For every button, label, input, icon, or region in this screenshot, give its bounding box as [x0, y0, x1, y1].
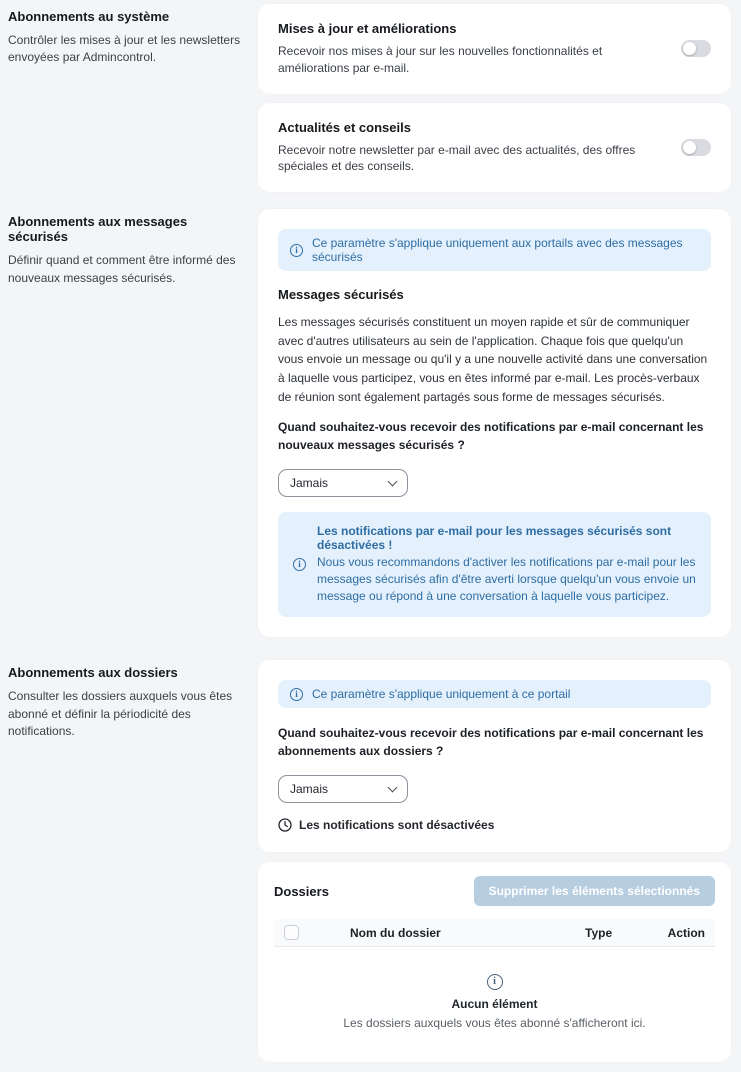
notifications-disabled-alert	[278, 512, 711, 617]
banner-text: Ce paramètre s'applique uniquement à ce portail	[312, 687, 571, 702]
alert-title: Les notifications par e-mail pour les messages sécurisés sont désactivées !	[317, 524, 672, 553]
section-title: Abonnements au système	[8, 9, 170, 24]
section-description: Contrôler les mises à jour et les newsletters envoyées par Admincontrol.	[8, 33, 241, 65]
column-header-name: Nom du dossier	[350, 925, 441, 940]
folders-empty-state	[274, 947, 715, 1040]
section-folders-table	[8, 862, 731, 1062]
section-secure-messages	[8, 209, 731, 637]
updates-card-texts	[278, 21, 681, 77]
section-secure-intro	[8, 209, 258, 637]
updates-card	[258, 4, 731, 94]
info-icon	[487, 974, 503, 990]
secure-messages-subheading: Messages sécurisés	[278, 287, 404, 303]
section-title: Abonnements aux dossiers	[8, 665, 178, 681]
secure-messages-card	[258, 209, 731, 637]
select-value: Jamais	[290, 476, 329, 491]
section-system-content	[258, 4, 731, 201]
alert-texts	[317, 524, 696, 605]
newsletter-card	[258, 103, 731, 193]
folders-banner	[278, 680, 711, 708]
folder-subscriptions-card	[258, 660, 731, 852]
banner-text: Ce paramètre s'applique uniquement aux portails avec des messages sécurisés	[312, 236, 683, 265]
notifications-disabled-note	[278, 818, 711, 832]
toggle-knob	[683, 141, 696, 154]
section-system-subscriptions	[8, 4, 731, 201]
section-description: Définir quand et comment être informé des nouveaux messages sécurisés.	[8, 253, 236, 285]
section-system-intro	[8, 4, 258, 201]
alert-body: Nous vous recommandons d'activer les notifications par e-mail pour les messages sécurisés afin d'être averti lorsque quelqu'un vous envoie un message ou répond à une conversation à laquelle vous participez.	[317, 555, 696, 604]
select-value: Jamais	[290, 782, 329, 797]
secure-messages-frequency-select[interactable]	[278, 469, 408, 497]
clock-icon	[278, 818, 292, 832]
card-description: Recevoir notre newsletter par e-mail avec des actualités, des offres spéciales et des conseils.	[278, 142, 636, 174]
empty-state-title: Aucun élément	[451, 997, 538, 1012]
section-folders-content	[258, 660, 731, 852]
empty-state-description: Les dossiers auxquels vous êtes abonné s'afficheront ici.	[343, 1016, 646, 1031]
secure-messages-body: Les messages sécurisés constituent un moyen rapide et sûr de communiquer avec d'autres utilisateurs au sein de l'application. Chaque fois que quelqu'un vous envoie un message ou qu'il y a une nouvelle activité dans une conversation à laquelle vous participez, vous en êtes informé par e-mail. Les procès-verbaux de réunion sont également partagés sous forme de messages sécurisés.	[278, 315, 708, 404]
section-folder-subscriptions	[8, 660, 731, 852]
column-header-type: Type	[585, 925, 613, 940]
section-title: Abonnements aux messages sécurisés	[8, 214, 188, 245]
column-header-action: Action	[667, 925, 705, 940]
newsletter-toggle[interactable]	[681, 139, 711, 156]
section-table-content	[258, 862, 731, 1062]
chevron-down-icon	[388, 782, 398, 792]
secure-messages-banner	[278, 229, 711, 271]
toggle-knob	[683, 42, 696, 55]
secure-messages-question: Quand souhaitez-vous recevoir des notifications par e-mail concernant les nouveaux messages sécurisés ?	[278, 420, 704, 453]
folders-table-header	[274, 919, 715, 947]
card-title: Actualités et conseils	[278, 119, 411, 135]
status-note-text: Les notifications sont désactivées	[299, 818, 495, 833]
folders-table-topbar	[274, 876, 715, 906]
card-title: Mises à jour et améliorations	[278, 21, 457, 36]
newsletter-card-texts	[278, 120, 681, 176]
updates-toggle[interactable]	[681, 40, 711, 57]
info-icon	[290, 244, 303, 257]
section-empty-left	[8, 862, 258, 1062]
section-description: Consulter les dossiers auxquels vous êtes abonné et définir la périodicité des notifications.	[8, 689, 233, 739]
folders-table-title: Dossiers	[274, 883, 329, 899]
card-description: Recevoir nos mises à jour sur les nouvelles fonctionnalités et améliorations par e-mail.	[278, 44, 603, 75]
delete-selected-button[interactable]: Supprimer les éléments sélectionnés	[474, 876, 715, 906]
info-icon	[290, 688, 303, 701]
folders-table-card	[258, 862, 731, 1062]
info-icon	[293, 558, 306, 571]
folders-question: Quand souhaitez-vous recevoir des notifications par e-mail concernant les abonnements aux dossiers ?	[278, 726, 704, 759]
chevron-down-icon	[388, 476, 398, 486]
section-folders-intro	[8, 660, 258, 852]
section-secure-content	[258, 209, 731, 637]
select-all-checkbox[interactable]	[284, 925, 299, 940]
folders-frequency-select[interactable]	[278, 775, 408, 803]
